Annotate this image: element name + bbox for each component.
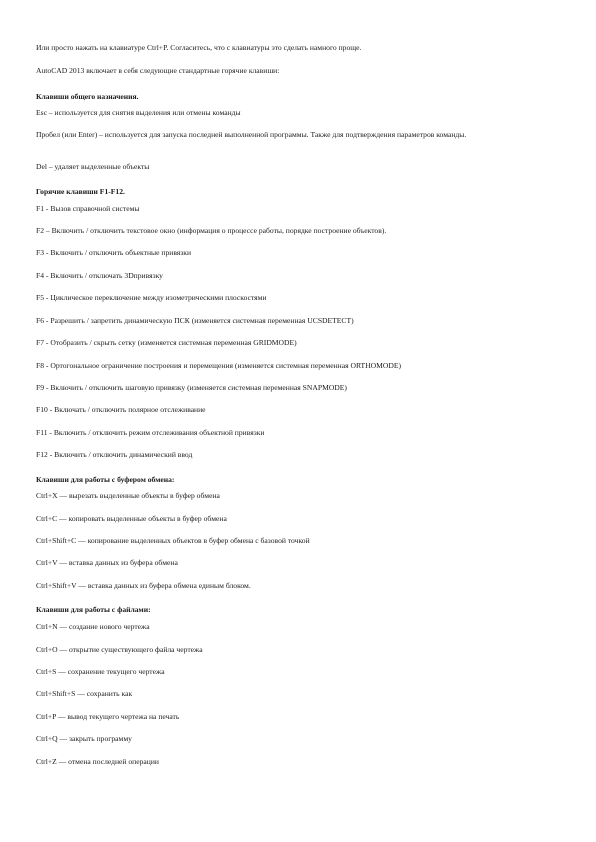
clipboard-item: Ctrl+Shift+C — копирование выделенных объектов в буфер обмена с базовой точкой [36,536,310,545]
fkey-item: F10 - Включать / отключить полярное отслеживание [36,405,206,414]
section-heading-files: Клавиши для работы с файлами: [36,605,151,614]
fkey-item: F3 - Включить / отключить объектные привязки [36,248,192,257]
fkey-item: F4 - Включить / отключать 3Dпривязку [36,271,163,280]
section-heading-general: Клавиши общего назначения. [36,92,139,101]
fkey-item: F2 – Включить / отключить текстовое окно (информация о процессе работы, порядке построение объектов). [36,226,387,235]
file-item: Ctrl+Q — закрыть программу [36,734,132,743]
fkey-item: F12 - Включить / отключить динамический ввод [36,450,193,459]
clipboard-item: Ctrl+Shift+V — вставка данных из буфера обмена единым блоком. [36,581,251,590]
general-item-esc: Esc – используется для снятия выделения или отмены команды [36,108,241,117]
general-item-space: Пробел (или Enter) – используется для запуска последней выполненной программы. Также для подтверждения параметров команды. [36,130,467,139]
clipboard-item: Ctrl+X — вырезать выделенные объекты в буфер обмена [36,491,220,500]
fkey-item: F5 - Циклическое переключение между изометрическими плоскостями [36,293,267,302]
section-heading-clipboard: Клавиши для работы с буфером обмена: [36,475,175,484]
clipboard-item: Ctrl+V — вставка данных из буфера обмена [36,558,178,567]
intro-paragraph-print: Или просто нажать на клавиатуре Ctrl+P. Согласитесь, что с клавиатуры это сделать намного проще. [36,43,362,52]
fkey-item: F1 - Вызов справочной системы [36,204,140,213]
section-heading-fkeys: Горячие клавиши F1-F12. [36,187,125,196]
clipboard-item: Ctrl+C — копировать выделенные объекты в буфер обмена [36,514,227,523]
file-item: Ctrl+S — сохранение текущего чертежа [36,667,165,676]
general-item-del: Del – удаляет выделенные объекты [36,162,150,171]
file-item: Ctrl+P — вывод текущего чертежа на печать [36,712,180,721]
fkey-item: F7 - Отобразить / скрыть сетку (изменяется системная переменная GRIDMODE) [36,338,297,347]
file-item: Ctrl+Shift+S — сохранить как [36,689,133,698]
fkey-item: F8 - Ортогональное ограничение построения и перемещения (изменяется системная переменная ORTHOMODE) [36,361,402,370]
fkey-item: F9 - Включить / отключить шаговую привязку (изменяется системная переменная SNAPMODE) [36,383,347,392]
file-item: Ctrl+N — создание нового чертежа [36,622,150,631]
file-item: Ctrl+O — открытие существующего файла чертежа [36,645,203,654]
intro-paragraph-hotkeys: AutoCAD 2013 включает в себя следующие стандартные горячие клавиши: [36,66,280,75]
file-item: Ctrl+Z — отмена последней операции [36,757,159,766]
fkey-item: F6 - Разрешить / запретить динамическую ПСК (изменяется системная переменная UCSDETECT) [36,316,354,325]
fkey-item: F11 - Включить / отключить режим отслеживания объектной привязки [36,428,265,437]
